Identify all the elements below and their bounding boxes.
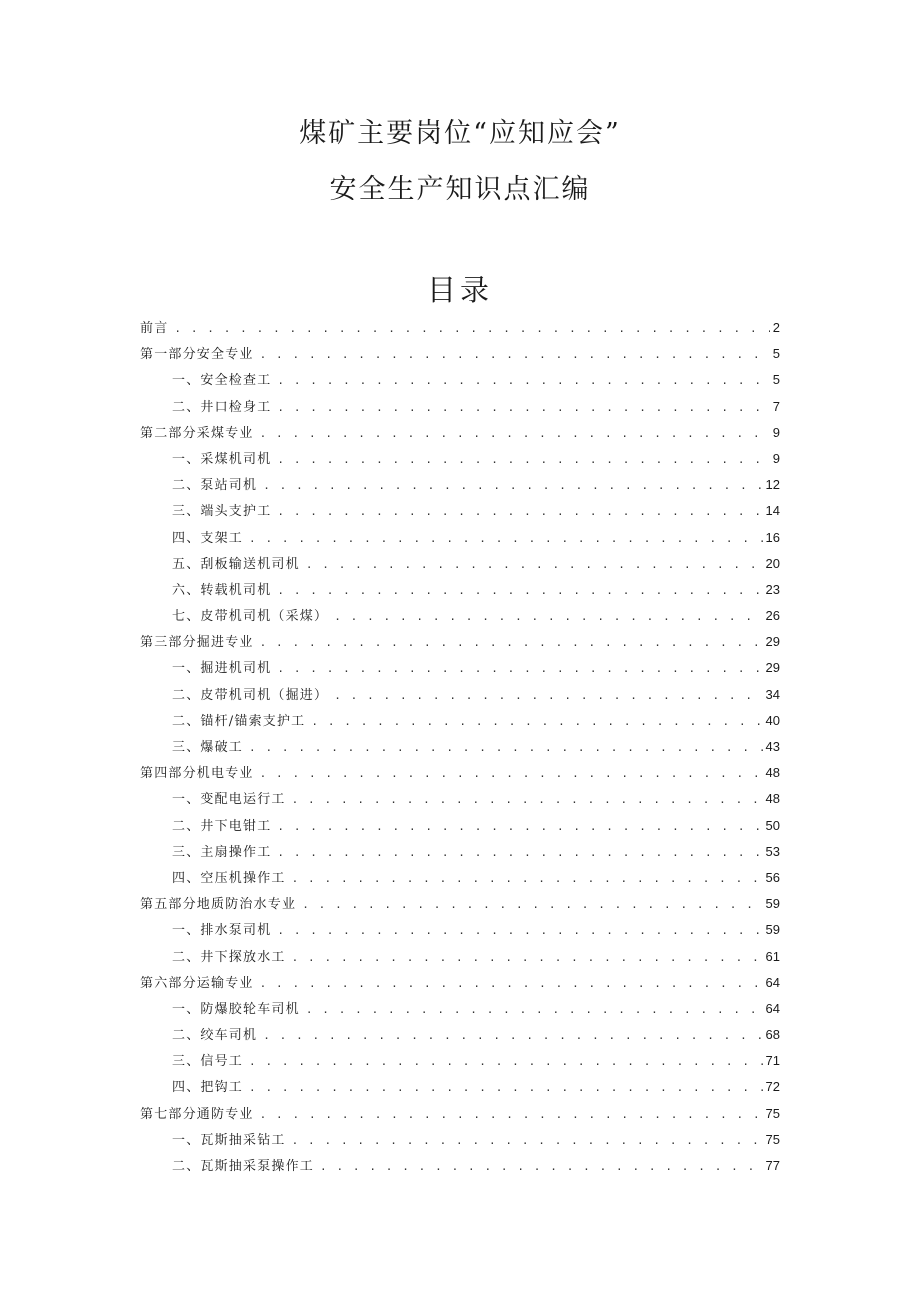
toc-entry-label: 七、皮带机司机（采煤） [172, 609, 329, 625]
toc-entry-page-number: 5 [772, 346, 780, 362]
toc-entry-page-number: 64 [765, 1000, 780, 1016]
toc-entry[interactable] [140, 1048, 780, 1074]
toc-entry[interactable] [140, 472, 780, 498]
toc-entry[interactable] [140, 865, 780, 891]
toc-entry[interactable] [140, 708, 780, 734]
toc-dot-leader [306, 552, 763, 578]
toc-entry-page-number: 48 [765, 765, 780, 781]
toc-entry-page-number: 53 [765, 843, 780, 859]
toc-entry[interactable] [140, 367, 780, 393]
toc-entry-page-number: 5 [772, 372, 780, 388]
toc-dot-leader [249, 526, 763, 552]
toc-entry-page-number: 56 [765, 869, 780, 885]
toc-heading: 目录 [426, 273, 493, 307]
toc-entry-label: 一、掘进机司机 [172, 661, 272, 677]
toc-dot-leader [260, 971, 763, 997]
toc-dot-leader [249, 735, 763, 761]
toc-dot-leader [277, 447, 769, 473]
toc-entry[interactable] [140, 315, 780, 341]
toc-dot-leader [260, 1102, 763, 1128]
toc-entry-page-number: 71 [765, 1053, 780, 1069]
toc-entry[interactable] [140, 446, 780, 472]
toc-entry-label: 二、泵站司机 [172, 478, 258, 494]
toc-entry-page-number: 40 [765, 712, 780, 728]
toc-entry-label: 一、瓦斯抽采钻工 [172, 1132, 286, 1148]
toc-dot-leader [260, 421, 770, 447]
toc-entry[interactable] [140, 1101, 780, 1127]
toc-entry-label: 四、支架工 [172, 530, 244, 546]
toc-dot-leader [277, 499, 762, 525]
toc-dot-leader [311, 709, 762, 735]
toc-dot-leader [277, 918, 762, 944]
toc-entry-label: 一、防爆胶轮车司机 [172, 1001, 300, 1017]
toc-entry[interactable] [140, 996, 780, 1022]
toc-entry-page-number: 9 [772, 450, 780, 466]
toc-entry-label: 第五部分地质防治水专业 [140, 897, 297, 913]
table-of-contents [140, 315, 780, 1179]
toc-entry[interactable] [140, 917, 780, 943]
toc-entry-page-number: 20 [765, 555, 780, 571]
toc-entry-label: 二、皮带机司机（掘进） [172, 687, 329, 703]
toc-entry-page-number: 75 [765, 1131, 780, 1147]
toc-entry-label: 第三部分掘进专业 [140, 635, 254, 651]
toc-entry-page-number: 48 [765, 791, 780, 807]
toc-dot-leader [277, 814, 762, 840]
toc-entry-label: 第六部分运输专业 [140, 975, 254, 991]
toc-entry-page-number: 26 [765, 608, 780, 624]
toc-dot-leader [277, 656, 762, 682]
toc-entry-page-number: 2 [772, 320, 780, 335]
toc-dot-leader [277, 578, 762, 604]
toc-entry-page-number: 75 [765, 1105, 780, 1121]
toc-entry-page-number: 29 [765, 660, 780, 676]
toc-dot-leader [302, 892, 762, 918]
toc-entry-label: 四、空压机操作工 [172, 870, 286, 886]
toc-entry-page-number: 7 [772, 398, 780, 414]
toc-entry-page-number: 77 [765, 1158, 780, 1173]
toc-entry-label: 一、排水泵司机 [172, 923, 272, 939]
toc-entry[interactable] [140, 682, 780, 708]
toc-entry-label: 第七部分通防专业 [140, 1106, 254, 1122]
toc-dot-leader [292, 866, 763, 892]
toc-entry-label: 五、刮板输送机司机 [172, 556, 300, 572]
toc-dot-leader [292, 945, 763, 971]
toc-entry-page-number: 29 [765, 634, 780, 650]
toc-dot-leader [334, 604, 762, 630]
toc-entry-page-number: 9 [772, 424, 780, 440]
toc-entry-label: 二、井下电钳工 [172, 818, 272, 834]
toc-entry[interactable] [140, 577, 780, 603]
toc-entry-page-number: 64 [765, 974, 780, 990]
toc-dot-leader [174, 316, 769, 342]
toc-dot-leader [334, 683, 762, 709]
toc-entry-label: 一、采煤机司机 [172, 451, 272, 467]
toc-entry-label: 三、爆破工 [172, 740, 244, 755]
toc-entry-label: 前言 [140, 321, 169, 336]
toc-entry-page-number: 16 [765, 529, 780, 545]
toc-dot-leader [277, 368, 769, 394]
toc-entry[interactable] [140, 420, 780, 446]
toc-entry-label: 二、绞车司机 [172, 1028, 258, 1044]
toc-dot-leader [263, 1023, 762, 1049]
toc-dot-leader [249, 1075, 763, 1101]
toc-entry[interactable] [140, 1022, 780, 1048]
toc-entry[interactable] [140, 1074, 780, 1100]
toc-entry-label: 一、变配电运行工 [172, 792, 286, 808]
toc-entry-label: 四、把钩工 [172, 1080, 244, 1096]
toc-entry[interactable] [140, 760, 780, 786]
toc-entry-page-number: 34 [765, 686, 780, 702]
toc-dot-leader [249, 1049, 763, 1075]
toc-entry-page-number: 23 [765, 581, 780, 597]
document-title-line1: 煤矿主要岗位“应知应会” [299, 118, 621, 149]
toc-entry[interactable] [140, 1127, 780, 1153]
toc-entry[interactable] [140, 603, 780, 629]
toc-dot-leader [277, 840, 762, 866]
toc-entry[interactable] [140, 891, 780, 917]
toc-entry[interactable] [140, 629, 780, 655]
toc-entry-label: 二、井下探放水工 [172, 949, 286, 965]
toc-entry-label: 六、转载机司机 [172, 582, 272, 598]
toc-entry-page-number: 68 [765, 1027, 780, 1043]
document-title-line2: 安全生产知识点汇编 [329, 174, 591, 205]
toc-dot-leader [306, 997, 763, 1023]
toc-entry-label: 三、端头支护工 [172, 504, 272, 520]
toc-entry[interactable] [140, 1153, 780, 1179]
toc-entry-label: 三、主扇操作工 [172, 844, 272, 860]
toc-entry-label: 二、瓦斯抽采泵操作工 [172, 1159, 315, 1174]
toc-dot-leader [263, 473, 762, 499]
toc-entry[interactable] [140, 341, 780, 367]
toc-entry-label: 二、井口检身工 [172, 399, 272, 415]
toc-entry-label: 第一部分安全专业 [140, 347, 254, 363]
toc-entry[interactable] [140, 394, 780, 420]
toc-entry[interactable] [140, 525, 780, 551]
toc-entry-page-number: 61 [765, 948, 780, 964]
toc-entry[interactable] [140, 498, 780, 524]
toc-entry[interactable] [140, 839, 780, 865]
toc-entry[interactable] [140, 970, 780, 996]
toc-entry-page-number: 43 [765, 739, 780, 754]
toc-entry-page-number: 59 [765, 922, 780, 938]
toc-entry[interactable] [140, 944, 780, 970]
toc-dot-leader [260, 761, 763, 787]
toc-entry[interactable] [140, 655, 780, 681]
toc-entry[interactable] [140, 734, 780, 760]
toc-entry-page-number: 50 [765, 817, 780, 833]
toc-entry-page-number: 72 [765, 1079, 780, 1095]
toc-entry-page-number: 12 [765, 477, 780, 493]
toc-entry-label: 第二部分采煤专业 [140, 425, 254, 441]
toc-entry[interactable] [140, 551, 780, 577]
toc-entry-label: 三、信号工 [172, 1054, 244, 1070]
toc-dot-leader [260, 630, 763, 656]
toc-dot-leader [277, 395, 769, 421]
toc-entry[interactable] [140, 786, 780, 812]
toc-entry-label: 二、锚杆/锚索支护工 [172, 713, 306, 729]
toc-entry-page-number: 14 [765, 503, 780, 519]
toc-entry-label: 一、安全检查工 [172, 373, 272, 389]
toc-entry-label: 第四部分机电专业 [140, 766, 254, 782]
toc-dot-leader [292, 1128, 763, 1154]
toc-dot-leader [320, 1154, 763, 1180]
toc-entry[interactable] [140, 813, 780, 839]
toc-entry-page-number: 59 [765, 896, 780, 912]
toc-dot-leader [260, 342, 770, 368]
toc-dot-leader [292, 787, 763, 813]
